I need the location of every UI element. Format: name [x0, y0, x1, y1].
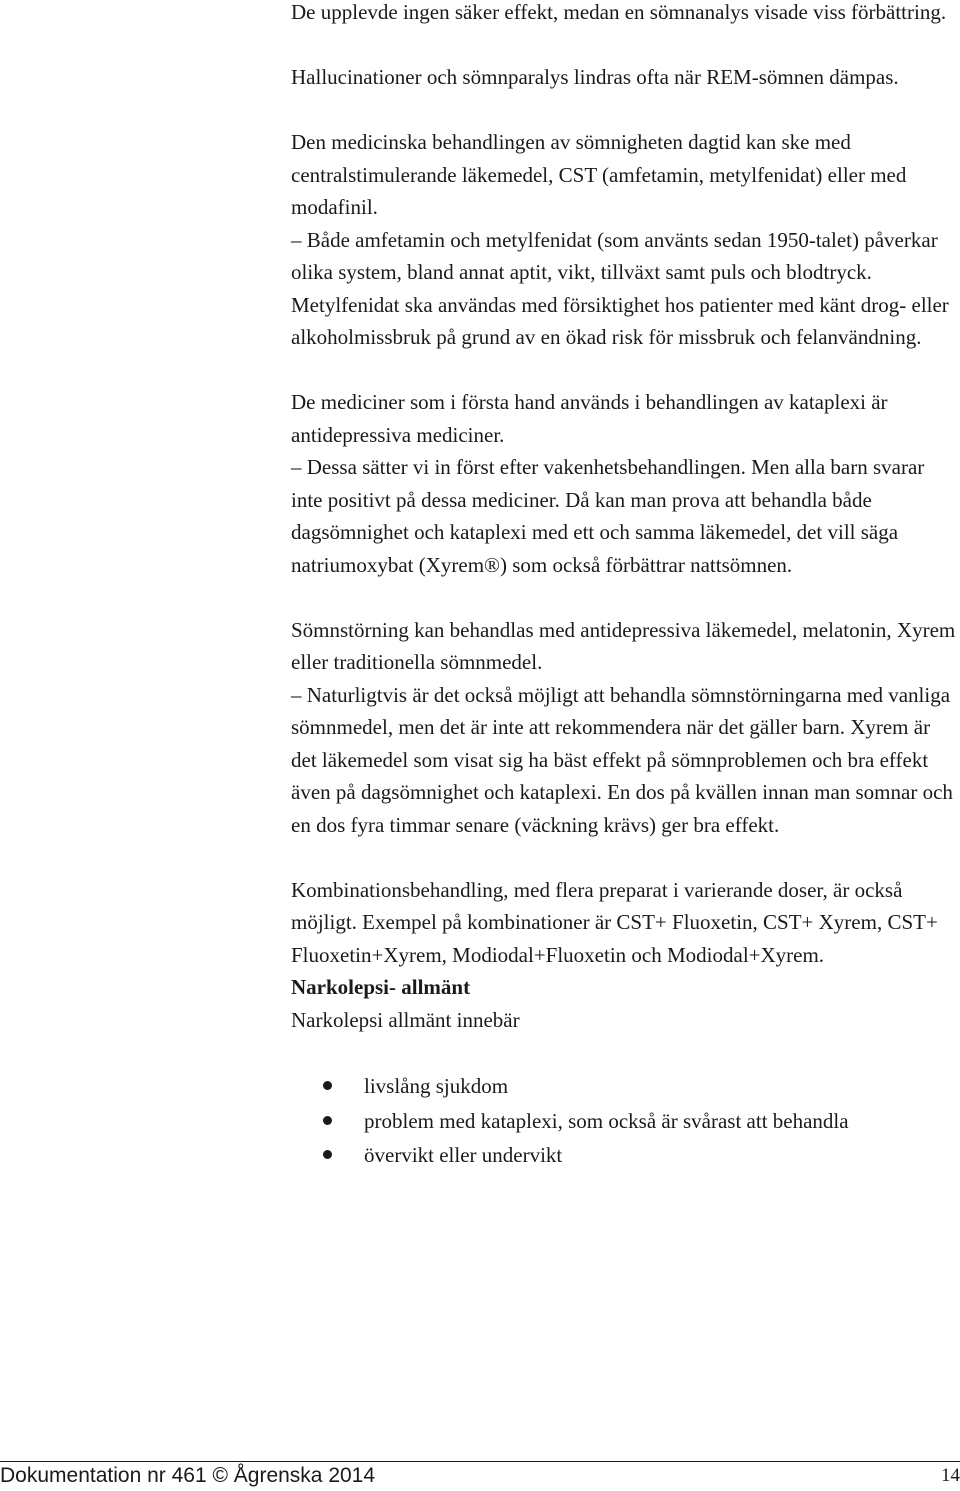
section-intro: Narkolepsi allmänt innebär [291, 1007, 520, 1032]
paragraph-effect: De upplevde ingen säker effekt, medan en sömnanalys visade viss förbättring. [291, 0, 947, 24]
list-item-text: livslång sjukdom [364, 1074, 509, 1098]
bullet-icon [323, 1081, 332, 1090]
bullet-list [291, 1069, 959, 1173]
list-item-text: övervikt eller undervikt [364, 1143, 563, 1167]
list-item [291, 1138, 959, 1173]
page-number: 14 [941, 1465, 960, 1486]
paragraph-medical-treatment-intro: Den medicinska behandlingen av sömnigheten dagtid kan ske med centralstimulerande läkemedel, CST (amfetamin, metylfenidat) eller med modafinil. [291, 130, 907, 219]
paragraph-combination: Kombinationsbehandling, med flera preparat i varierande doser, är också möjligt. Exempel på kombinationer är CST+ Fluoxetin, CST+ Xyrem, CST+ Fluoxetin+Xyrem, Modiodal+Fluoxetin och Modiodal+Xyrem. [291, 877, 938, 967]
paragraph-sleep-disorder-intro: Sömnstörning kan behandlas med antidepressiva läkemedel, melatonin, Xyrem eller traditionella sömnmedel. [291, 617, 956, 674]
paragraph-hallucinations: Hallucinationer och sömnparalys lindras ofta när REM-sömnen dämpas. [291, 65, 899, 89]
footer-doc-info: Dokumentation nr 461 © Ågrenska 2014 [0, 1464, 376, 1487]
paragraph-sleep-disorder-detail: – Naturligtvis är det också möjligt att behandla sömnstörningarna med vanliga sömnmedel, men det är inte att rekommendera när det gäller barn. Xyrem är det läkemedel som visat sig ha bäst effekt på sömnproblemen och bra effekt även på dagsömnighet och kataplexi. En dos på kvällen innan man somnar och en dos fyra timmar senare (väckning krävs) ger bra effekt. [291, 682, 953, 837]
document-body [291, 0, 959, 1173]
paragraph-medical-treatment [291, 126, 959, 354]
paragraph-sleep-disorder [291, 614, 959, 842]
paragraph-cataplexy-detail: – Dessa sätter vi in först efter vakenhetsbehandlingen. Men alla barn svarar inte positivt på dessa mediciner. Då kan man prova att behandla både dagsömnighet och kataplexi med ett och samma läkemedel, det vill säga natriumoxybat (Xyrem®) som också förbättrar nattsömnen. [291, 455, 925, 577]
bullet-icon [323, 1116, 332, 1125]
list-item-text: problem med kataplexi, som också är svårast att behandla [364, 1108, 849, 1133]
paragraph-cataplexy-intro: De mediciner som i första hand används i behandlingen av kataplexi är antidepressiva mediciner. [291, 390, 888, 447]
paragraph-medical-treatment-detail: – Både amfetamin och metylfenidat (som använts sedan 1950-talet) påverkar olika system, bland annat aptit, vikt, tillväxt samt puls och blodtryck. Metylfenidat ska användas med försiktighet hos patienter med känt drog- eller alkoholmissbruk på grund av en ökad risk för missbruk och felanvändning. [291, 227, 949, 349]
bullet-icon [323, 1150, 332, 1159]
paragraph-cataplexy [291, 386, 959, 581]
section-heading: Narkolepsi- allmänt [291, 975, 471, 999]
list-item [291, 1069, 959, 1104]
list-item [291, 1104, 959, 1139]
